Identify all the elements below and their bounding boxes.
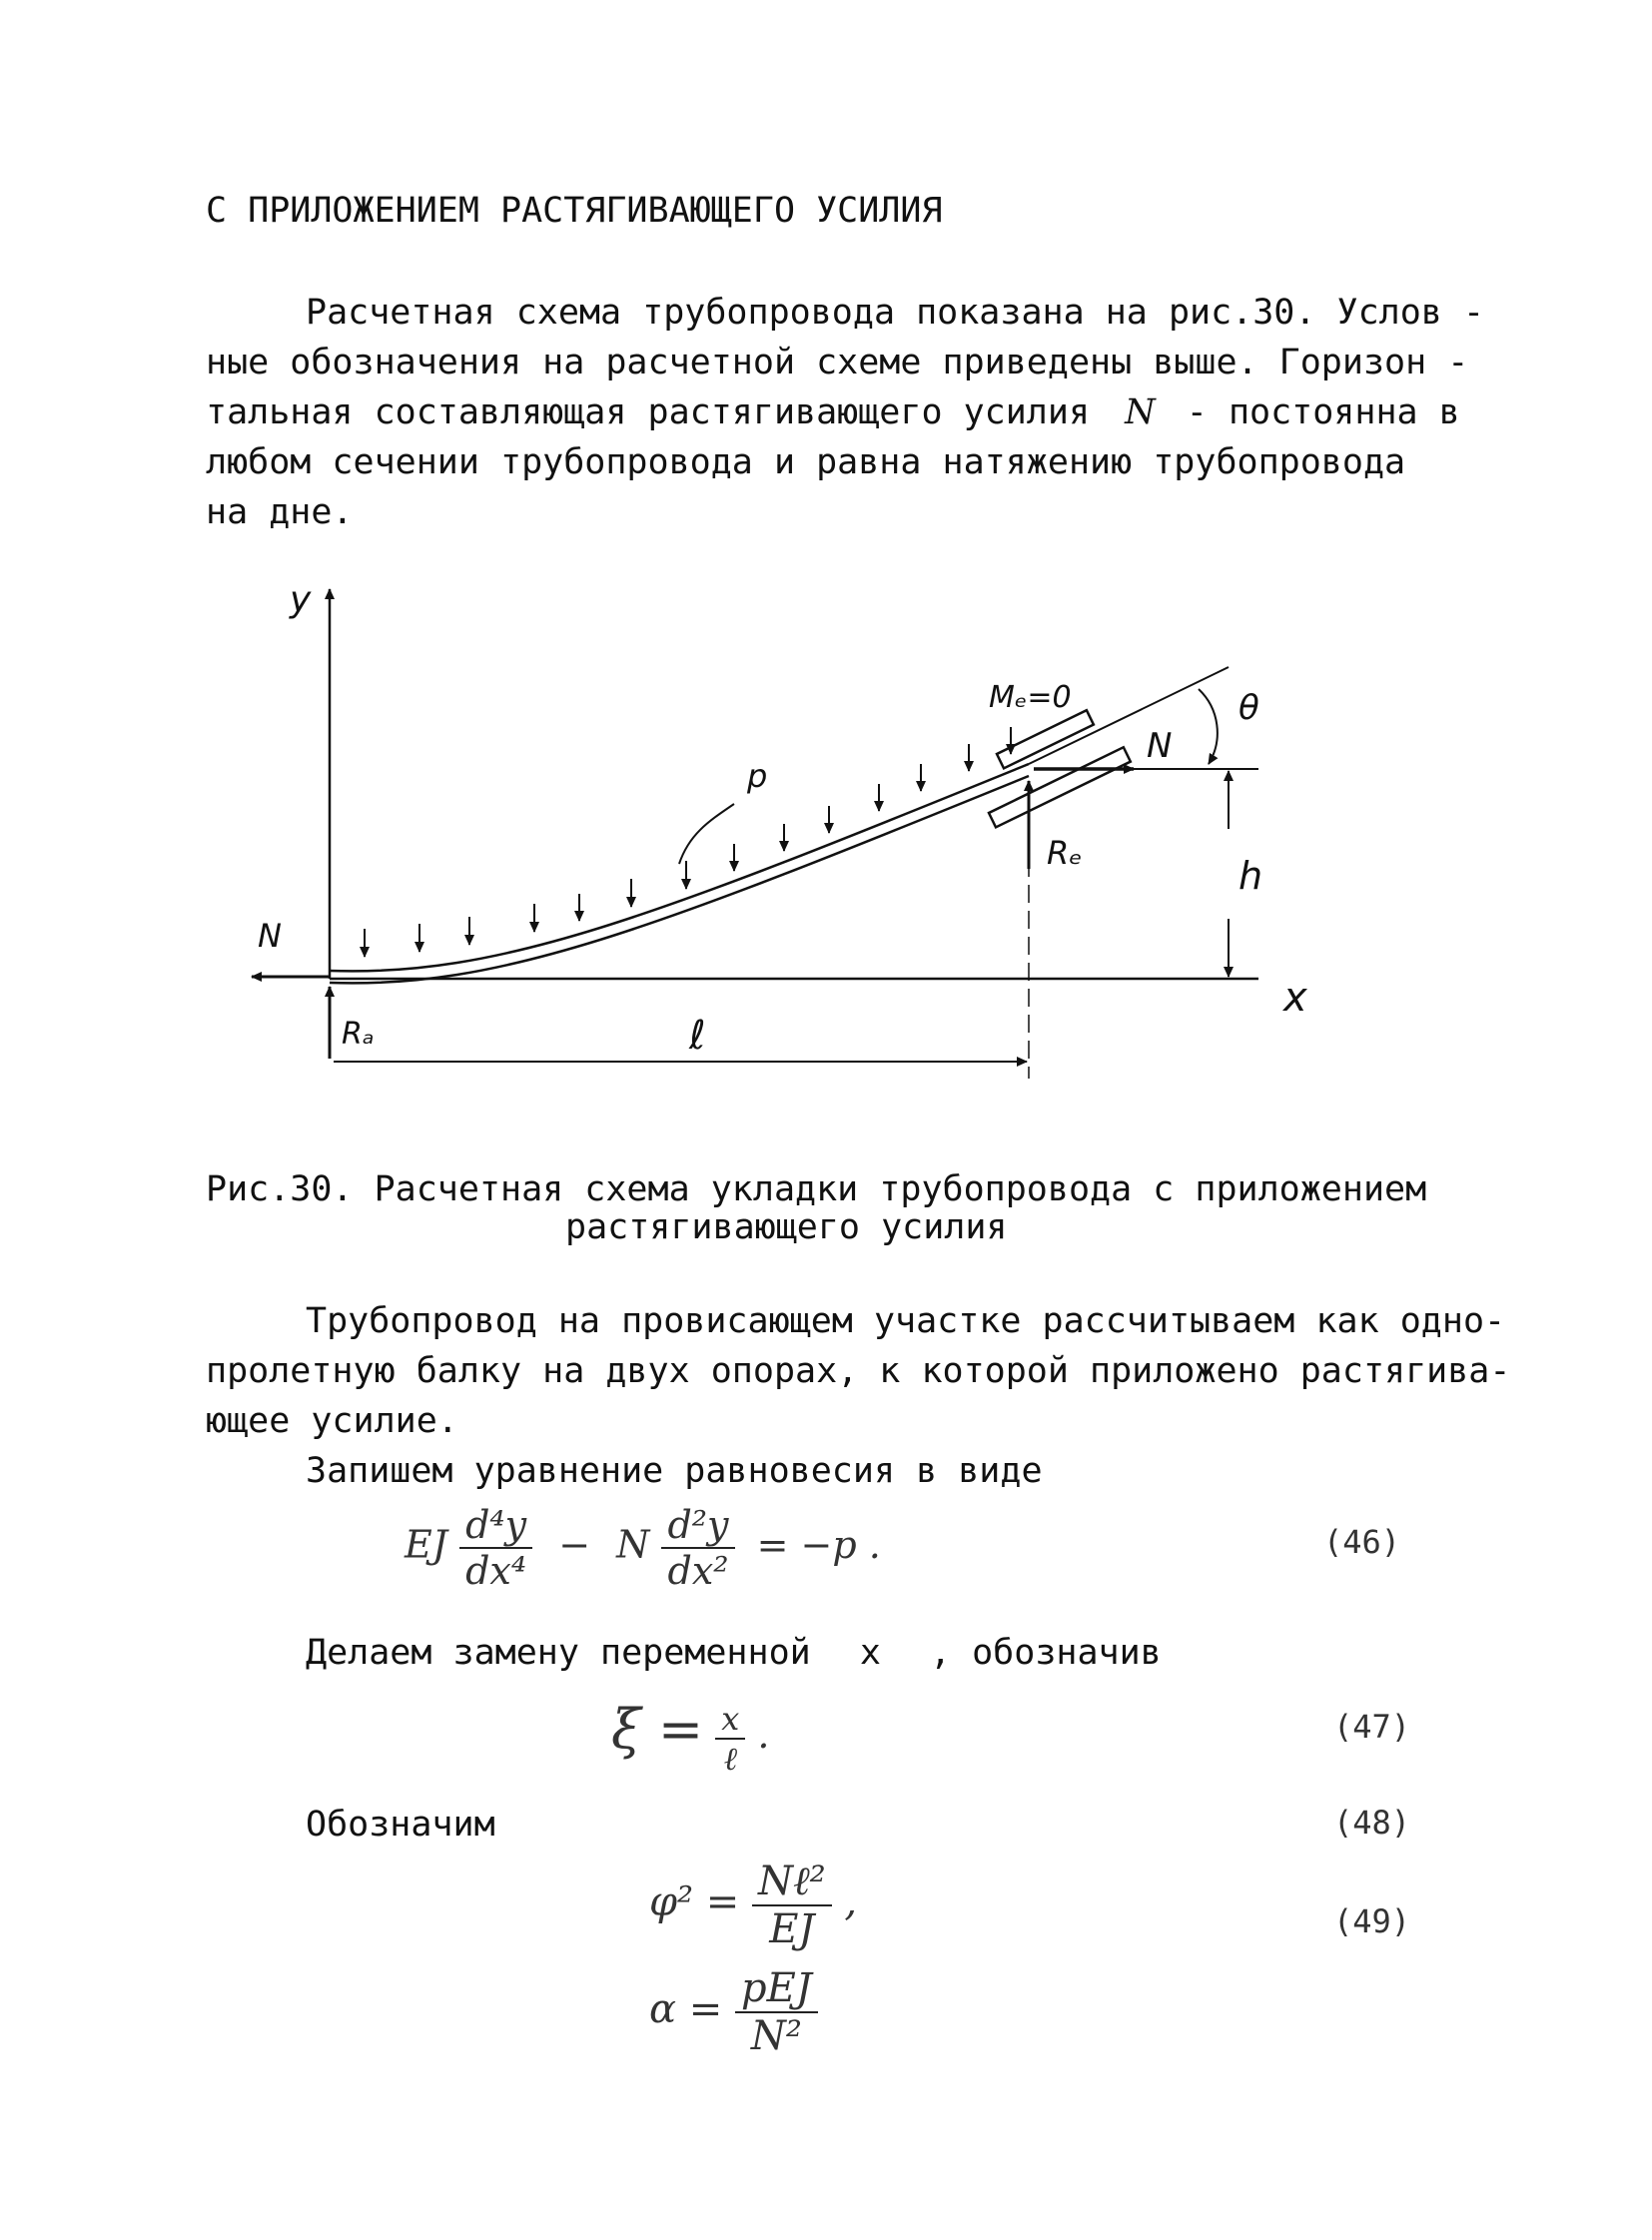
force-n-right-label: N: [1147, 726, 1173, 766]
para2-line-2: пролетную балку на двух опорах, к которой приложено растягива-: [206, 1351, 1511, 1391]
load-label: p: [747, 757, 768, 795]
force-n-left-label: N: [258, 917, 282, 955]
eq47-lhs: ξ =: [611, 1698, 704, 1761]
para4-var: x: [859, 1633, 881, 1673]
para3-line: Запишем уравнение равновесия в виде: [306, 1451, 1043, 1491]
eq46-fraction-1: [459, 1503, 532, 1593]
eq49-lhs1: φ² =: [649, 1878, 740, 1925]
theta-label: θ: [1239, 688, 1259, 728]
eq49-num2: pEJ: [735, 1965, 818, 2013]
x-axis-label: x: [1283, 975, 1307, 1021]
intro-line-3-text: тальная составляющая растягивающего усилия: [206, 392, 1091, 432]
y-axis-label: y: [290, 579, 312, 620]
equation-49-phi: [649, 1858, 857, 1952]
pipe-upper-line: [330, 764, 1029, 971]
reaction-left-label: Rₐ: [342, 1017, 375, 1052]
eq49-fraction-2: [735, 1965, 818, 2059]
eq46-coef2: N: [616, 1522, 650, 1567]
pipeline-diagram: [200, 559, 1458, 1119]
eq49-number: (49): [1333, 1902, 1411, 1940]
eq47-num: x: [715, 1700, 745, 1740]
eq46-fraction-2: [661, 1503, 734, 1593]
eq49-lhs2: α =: [649, 1986, 723, 2032]
eq46-frac1-den: dx⁴: [465, 1549, 527, 1593]
eq47-number: (47): [1333, 1708, 1411, 1746]
eq46-frac1-num: d⁴y: [459, 1503, 532, 1549]
figure-caption-line-1: Рис.30. Расчетная схема укладки трубопровода с приложением: [206, 1169, 1427, 1209]
eq46-number: (46): [1323, 1523, 1401, 1561]
intro-line-4: любом сечении трубопровода и равна натяжению трубопровода: [206, 442, 1406, 482]
eq47-tail: .: [757, 1713, 770, 1757]
eq48-number: (48): [1333, 1804, 1411, 1842]
length-label: ℓ: [689, 1013, 706, 1059]
eq49-comma: ,: [844, 1878, 858, 1925]
intro-symbol-n: N: [1125, 392, 1156, 432]
eq49-den2: N²: [750, 2013, 802, 2059]
para4-text-b: , обозначив: [929, 1633, 1162, 1673]
equation-49-alpha: [649, 1965, 818, 2059]
eq47-den: ℓ: [723, 1739, 737, 1778]
eq46-rhs: = −p .: [756, 1522, 881, 1567]
para2-line-1: Трубопровод на провисающем участке рассчитываем как одно-: [306, 1301, 1506, 1341]
load-leader-line: [679, 804, 734, 864]
theta-arc: [1199, 689, 1218, 764]
equation-46: [405, 1503, 881, 1593]
para2-line-3: ющее усилие.: [206, 1401, 458, 1441]
eq46-frac2-num: d²y: [661, 1503, 734, 1549]
para4-text-a: Делаем замену переменной: [306, 1633, 811, 1673]
height-label: h: [1239, 854, 1263, 898]
eq46-frac2-den: dx²: [667, 1549, 729, 1593]
support-roller-lower: [989, 747, 1131, 827]
intro-line-3: [206, 387, 1460, 437]
eq49-den1: EJ: [769, 1906, 815, 1952]
intro-line-1: Расчетная схема трубопровода показана на рис.30. Услов -: [306, 293, 1485, 333]
para4-line: [306, 1628, 1162, 1678]
intro-line-5: на дне.: [206, 492, 354, 532]
eq49-fraction-1: [752, 1858, 832, 1952]
distributed-load-arrows: [365, 727, 1011, 957]
reaction-right-label: Rₑ: [1047, 834, 1083, 872]
eq49-num1: Nℓ²: [752, 1858, 832, 1906]
eq46-minus: −: [558, 1522, 591, 1567]
eq46-coef: EJ: [405, 1522, 447, 1567]
equation-47: [611, 1698, 769, 1778]
intro-line-3-tail: - постоянна в: [1186, 392, 1460, 432]
para5-line: Обозначим: [306, 1805, 495, 1845]
intro-line-2: ные обозначения на расчетной схеме приведены выше. Горизон -: [206, 343, 1469, 382]
figure-caption-line-2: растягивающего усилия: [565, 1207, 1008, 1247]
moment-label: Mₑ=0: [989, 680, 1072, 715]
section-heading: С ПРИЛОЖЕНИЕМ РАСТЯГИВАЮЩЕГО УСИЛИЯ: [206, 191, 943, 231]
eq47-fraction: [715, 1700, 745, 1778]
